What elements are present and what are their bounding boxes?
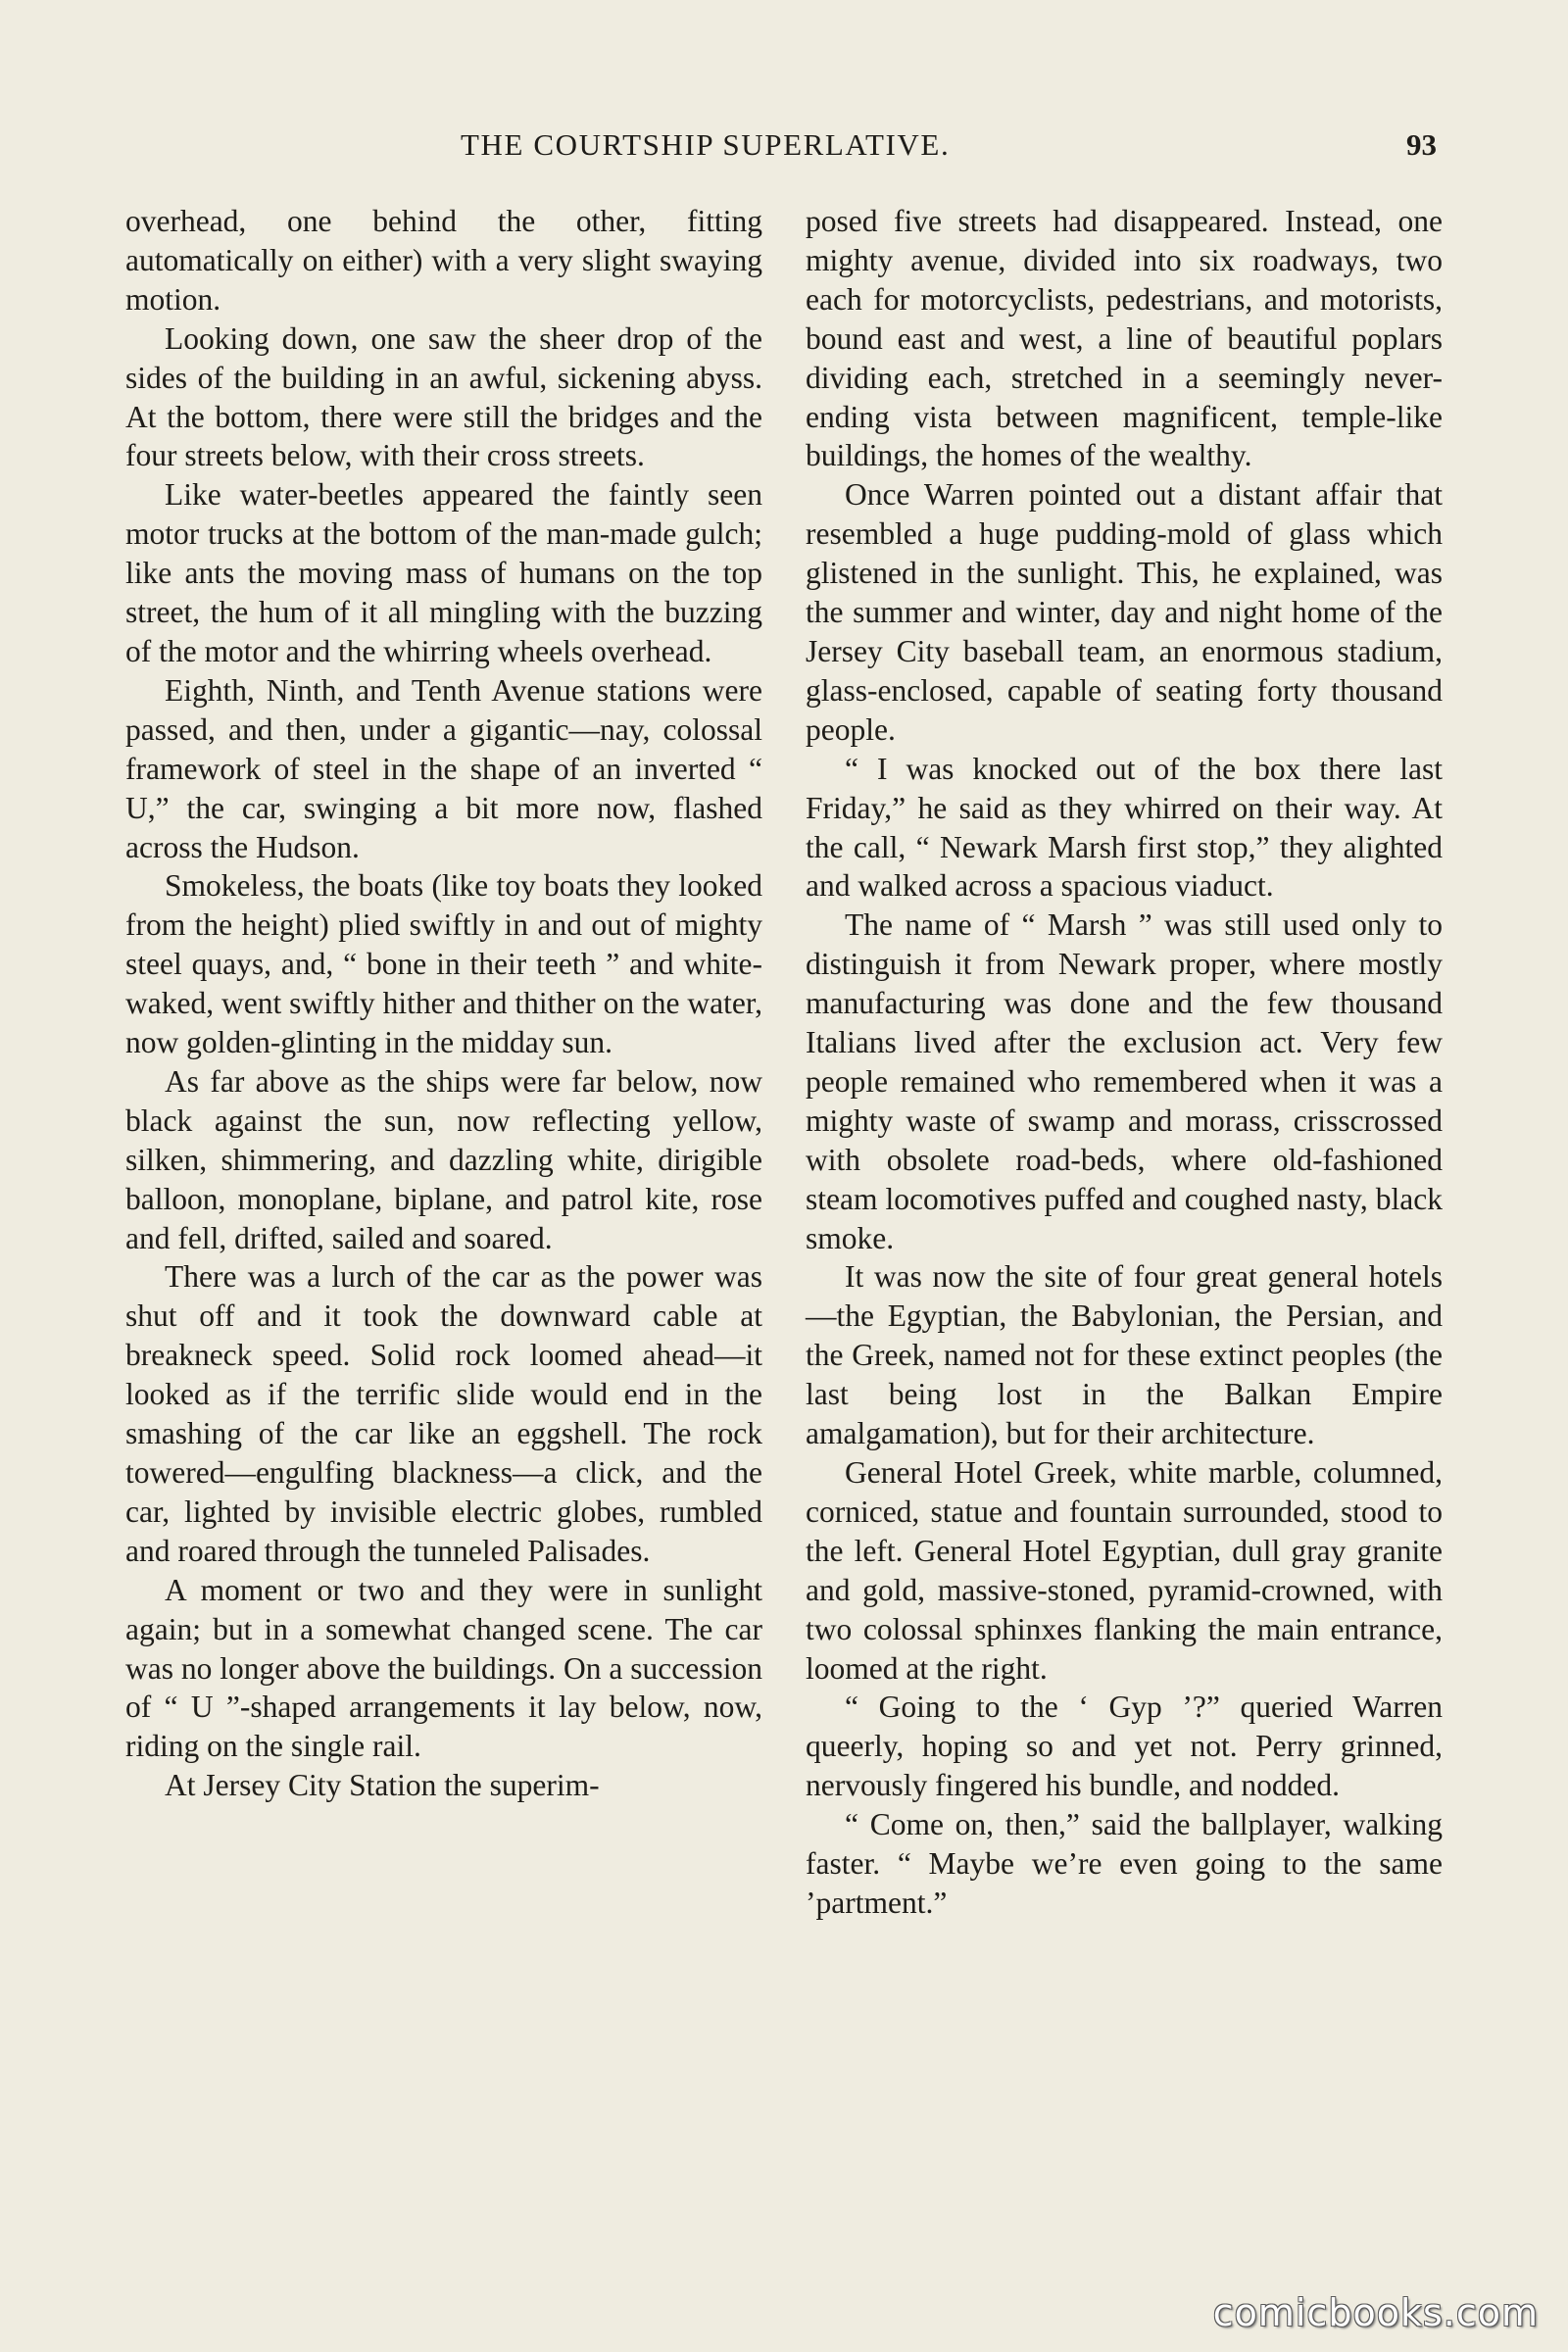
- paragraph: Looking down, one saw the sheer drop of the sides of the building in an awful, sickening abyss. At the bottom, there were still the bridges and the four streets below, with their cross streets.: [125, 320, 762, 473]
- paragraph: As far above as the ships were far below, now black against the sun, now reflecting yellow, silken, shimmering, and dazzling white, dirigible balloon, monoplane, biplane, and patrol kite, rose and fell, drifted, sailed and soared.: [125, 1063, 762, 1255]
- paragraph: At Jersey City Station the superim-: [165, 1768, 600, 1803]
- paragraph: General Hotel Greek, white marble, columned, corniced, statue and fountain surrounded, stood to the left. General Hotel Egyptian, dull gray granite and gold, massive-stoned, pyramid-crowned, with two colossal sphinxes flanking the main entrance, loomed at the right.: [806, 1455, 1443, 1686]
- running-title: THE COURTSHIP SUPERLATIVE.: [461, 127, 951, 162]
- paragraph: overhead, one behind the other, fitting automatically on either) with a very slight swaying motion.: [125, 204, 762, 317]
- paragraph: Eighth, Ninth, and Tenth Avenue stations were passed, and then, under a gigantic—nay, colossal framework of steel in the shape of an inverted “ U,” the car, swinging a bit more now, flashed across the Hudson.: [125, 672, 762, 864]
- paragraph: Once Warren pointed out a distant affair that resembled a huge pudding-mold of glass which glistened in the sunlight. This, he explained, was the summer and winter, day and night home of the Jersey City baseball team, an enormous stadium, glass-enclosed, capable of seating forty thousand people.: [806, 477, 1443, 747]
- paragraph: The name of “ Marsh ” was still used only to distinguish it from Newark proper, where mostly manufacturing was done and the few thousand Italians lived after the exclusion act. Very few people remained who remembered when it was a mighty waste of swamp and morass, crisscrossed with obsolete road-beds, where old-fashioned steam locomotives puffed and coughed nasty, black smoke.: [806, 907, 1443, 1255]
- paragraph: “ Going to the ‘ Gyp ’?” queried Warren queerly, hoping so and yet not. Perry grinned, nervously fingered his bundle, and nodded.: [806, 1690, 1443, 1803]
- paragraph: A moment or two and they were in sunlight again; but in a somewhat changed scene. The car was no longer above the buildings. On a succession of “ U ”-shaped arrangements it lay below, now, riding on the single rail.: [125, 1572, 762, 1764]
- paragraph: “ Come on, then,” said the ballplayer, walking faster. “ Maybe we’re even going to the same ’partment.”: [806, 1807, 1443, 1920]
- paragraph: posed five streets had disappeared. Instead, one mighty avenue, divided into six roadways, two each for motorcyclists, pedestrians, and motorists, bound east and west, a line of beautiful poplars dividing each, stretched in a seemingly never-ending vista between magnificent, temple-like buildings, the homes of the wealthy.: [806, 204, 1443, 473]
- paragraph: There was a lurch of the car as the power was shut off and it took the downward cable at breakneck speed. Solid rock loomed ahead—it looked as if the terrific slide would end in the smashing of the car like an eggshell. The rock towered—engulfing blackness—a click, and the car, lighted by invisible electric globes, rumbled and roared through the tunneled Palisades.: [125, 1259, 762, 1568]
- page-header: [127, 127, 1437, 176]
- paragraph: Like water-beetles appeared the faintly seen motor trucks at the bottom of the man-made gulch; like ants the moving mass of humans on the top street, the hum of it all mingling with the buzzing of the motor and the whirring wheels overhead.: [125, 477, 762, 668]
- left-column: [125, 202, 762, 1805]
- paragraph: It was now the site of four great general hotels—the Egyptian, the Babylonian, the Persian, and the Greek, named not for these extinct peoples (the last being lost in the Balkan Empire amalgamation), but for their architecture.: [806, 1259, 1443, 1451]
- paragraph: Smokeless, the boats (like toy boats they looked from the height) plied swiftly in and out of mighty steel quays, and, “ bone in their teeth ” and white-waked, went swiftly hither and thither on the water, now golden-glinting in the midday sun.: [125, 868, 762, 1060]
- watermark-logo: comicbooks.com: [1212, 2291, 1539, 2334]
- page-number: 93: [1406, 127, 1437, 162]
- paragraph: “ I was knocked out of the box there last Friday,” he said as they whirred on their way. At the call, “ Newark Marsh first stop,” they alighted and walked across a spacious viaduct.: [806, 751, 1443, 904]
- right-column: [806, 202, 1443, 1923]
